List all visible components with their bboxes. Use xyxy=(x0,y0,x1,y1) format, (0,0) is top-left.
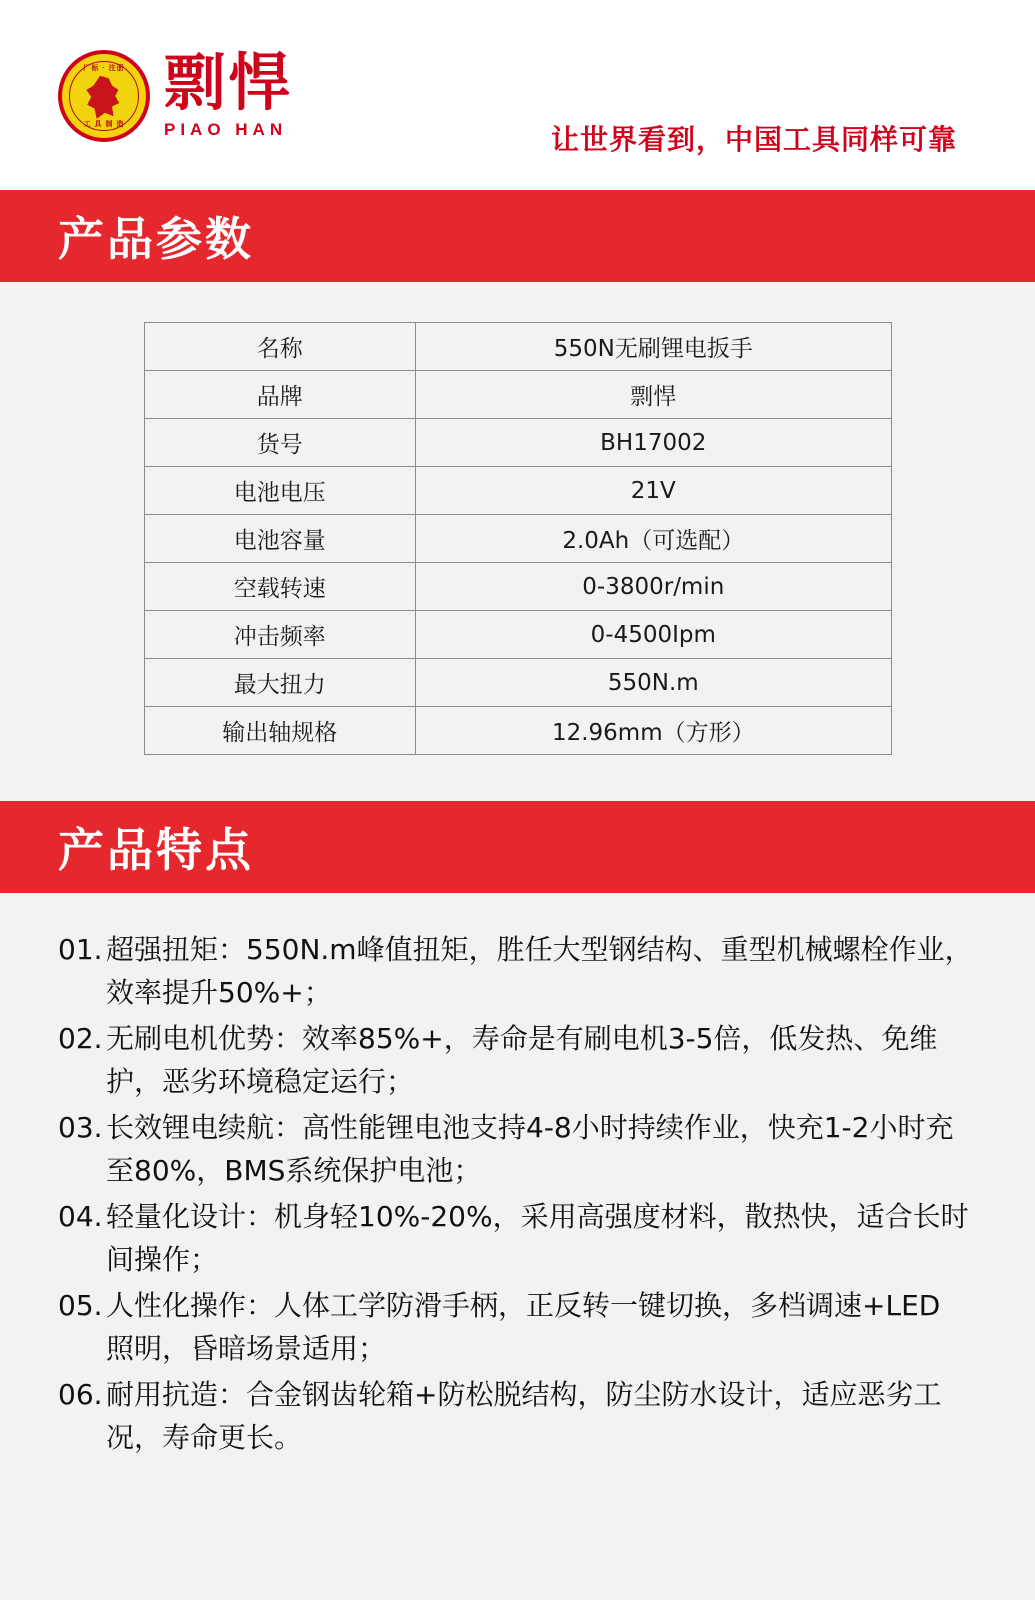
spec-value: 550N.m xyxy=(416,659,891,707)
feature-number: 02. xyxy=(58,1022,103,1056)
spec-value: 0-4500Ipm xyxy=(416,611,891,659)
list-item xyxy=(58,1374,977,1459)
feature-text: 人性化操作：人体工学防滑手柄，正反转一键切换，多档调速+LED 照明，昏暗场景适用； xyxy=(106,1289,941,1365)
brand-slogan: 让世界看到，中国工具同样可靠 xyxy=(550,123,957,156)
seal-bottom-label: 工 具 制 造 xyxy=(83,121,125,128)
feature-text: 无刷电机优势：效率85%+，寿命是有刷电机3-5倍，低发热、免维护，恶劣环境稳定运行； xyxy=(106,1022,938,1098)
seal-top-label: 厂标 · 注册 xyxy=(83,65,125,72)
spec-label: 空载转速 xyxy=(144,563,416,611)
spec-label: 输出轴规格 xyxy=(144,707,416,755)
table-row xyxy=(144,611,891,659)
spec-label: 电池容量 xyxy=(144,515,416,563)
list-item xyxy=(58,1285,977,1370)
spec-label: 品牌 xyxy=(144,371,416,419)
feature-text: 耐用抗造：合金钢齿轮箱+防松脱结构，防尘防水设计，适应恶劣工况，寿命更长。 xyxy=(106,1378,942,1455)
list-item xyxy=(58,1107,977,1192)
feature-text: 轻量化设计：机身轻10%-20%，采用高强度材料，散热快，适合长时间操作； xyxy=(106,1200,969,1276)
spec-label: 名称 xyxy=(144,323,416,371)
spec-label: 货号 xyxy=(144,419,416,467)
spec-table xyxy=(144,322,892,755)
table-row xyxy=(144,419,891,467)
section-title-params: 产品参数 xyxy=(58,212,254,266)
spec-label: 冲击频率 xyxy=(144,611,416,659)
spec-label: 电池电压 xyxy=(144,467,416,515)
spec-value: BH17002 xyxy=(416,419,891,467)
spec-table-section xyxy=(0,282,1035,801)
feature-number: 06. xyxy=(58,1378,103,1412)
spec-value: 0-3800r/min xyxy=(416,563,891,611)
section-banner-features xyxy=(0,801,1035,893)
section-title-features: 产品特点 xyxy=(58,823,254,877)
spec-value: 550N无刷锂电扳手 xyxy=(416,323,891,371)
piaohan-seal-logo xyxy=(58,50,150,142)
spec-value: 21V xyxy=(416,467,891,515)
section-banner-params xyxy=(0,190,1035,282)
table-row xyxy=(144,467,891,515)
spec-label: 最大扭力 xyxy=(144,659,416,707)
brand-name-cn: 剽悍 xyxy=(164,46,293,119)
list-item xyxy=(58,929,977,1014)
feature-number: 01. xyxy=(58,933,103,966)
table-row xyxy=(144,707,891,755)
spec-value: 2.0Ah（可选配） xyxy=(416,515,891,563)
spec-value: 12.96mm（方形） xyxy=(416,707,891,755)
table-row xyxy=(144,371,891,419)
feature-number: 04. xyxy=(58,1200,103,1234)
page-header xyxy=(0,0,1035,190)
feature-text: 超强扭矩：550N.m峰值扭矩，胜任大型钢结构、重型机械螺栓作业，效率提升50%+； xyxy=(106,933,973,1009)
feature-number: 03. xyxy=(58,1111,103,1145)
spec-value: 剽悍 xyxy=(416,371,891,419)
brand-logo xyxy=(58,46,293,142)
table-row xyxy=(144,515,891,563)
list-item xyxy=(58,1018,977,1103)
spec-table-body xyxy=(144,323,891,755)
table-row xyxy=(144,323,891,371)
list-item xyxy=(58,1196,977,1281)
table-row xyxy=(144,659,891,707)
feature-text: 长效锂电续航：高性能锂电池支持4-8小时持续作业，快充1-2小时充至80%，BMS系统保护电池； xyxy=(106,1111,954,1187)
features-list xyxy=(0,893,1035,1534)
brand-text xyxy=(164,46,293,140)
feature-number: 05. xyxy=(58,1289,103,1323)
brand-name-en: PIAO HAN xyxy=(164,120,288,139)
table-row xyxy=(144,563,891,611)
